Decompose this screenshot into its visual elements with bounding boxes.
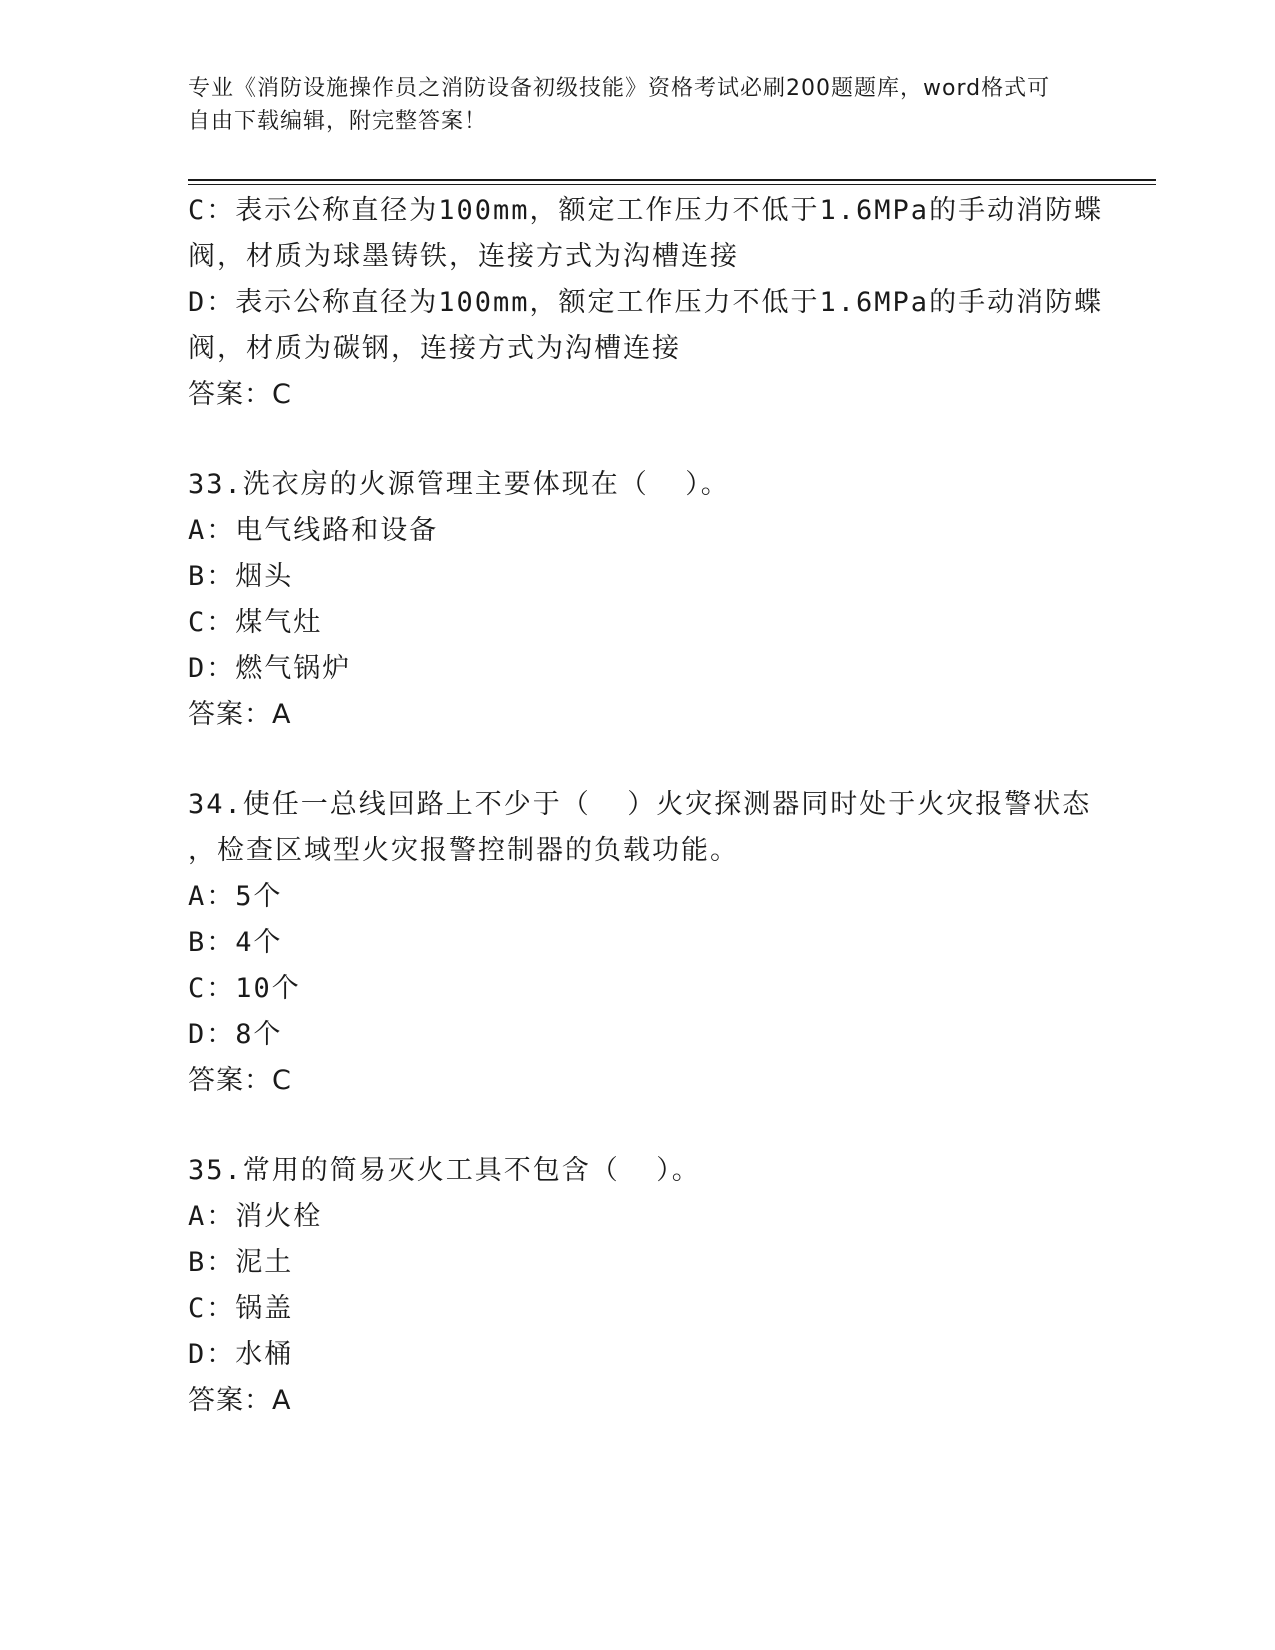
- document-body: [188, 188, 1104, 1424]
- option-d: D：燃气锅炉: [188, 653, 352, 684]
- answer-line: 答案：A: [188, 699, 292, 730]
- question-stem-continued: ，检查区域型火灾报警控制器的负载功能。: [188, 835, 739, 866]
- option-d: D：8个: [188, 1019, 283, 1050]
- option-c: C：10个: [188, 973, 301, 1004]
- option-a: A：电气线路和设备: [188, 515, 439, 546]
- option-c-line: 阀，材质为球墨铸铁，连接方式为沟槽连接: [188, 241, 739, 272]
- option-a: A：消火栓: [188, 1201, 323, 1232]
- option-d-line: 阀，材质为碳钢，连接方式为沟槽连接: [188, 333, 681, 364]
- option-d: D：水桶: [188, 1339, 294, 1370]
- option-c-line: C：表示公称直径为100mm，额定工作压力不低于1.6MPa的手动消防蝶: [188, 195, 1104, 226]
- answer-line: 答案：C: [188, 1065, 292, 1096]
- option-a: A：5个: [188, 881, 283, 912]
- option-d-line: D：表示公称直径为100mm，额定工作压力不低于1.6MPa的手动消防蝶: [188, 287, 1104, 318]
- header-divider-thin: [188, 184, 1156, 185]
- option-c: C：锅盖: [188, 1293, 294, 1324]
- option-b: B：烟头: [188, 561, 294, 592]
- option-b: B：泥土: [188, 1247, 294, 1278]
- question-stem: 33.洗衣房的火源管理主要体现在（ ）。: [188, 469, 730, 500]
- header-divider: [188, 179, 1156, 181]
- option-c: C：煤气灶: [188, 607, 323, 638]
- answer-line: 答案：A: [188, 1385, 292, 1416]
- question-stem: 35.常用的简易灭火工具不包含（ ）。: [188, 1155, 701, 1186]
- question-stem: 34.使任一总线回路上不少于（ ）火灾探测器同时处于火灾报警状态: [188, 789, 1092, 820]
- option-b: B：4个: [188, 927, 283, 958]
- answer-line: 答案：C: [188, 379, 292, 410]
- document-title: 专业《消防设施操作员之消防设备初级技能》资格考试必刷200题题库，word格式可自由下载编辑，附完整答案！: [188, 76, 1051, 134]
